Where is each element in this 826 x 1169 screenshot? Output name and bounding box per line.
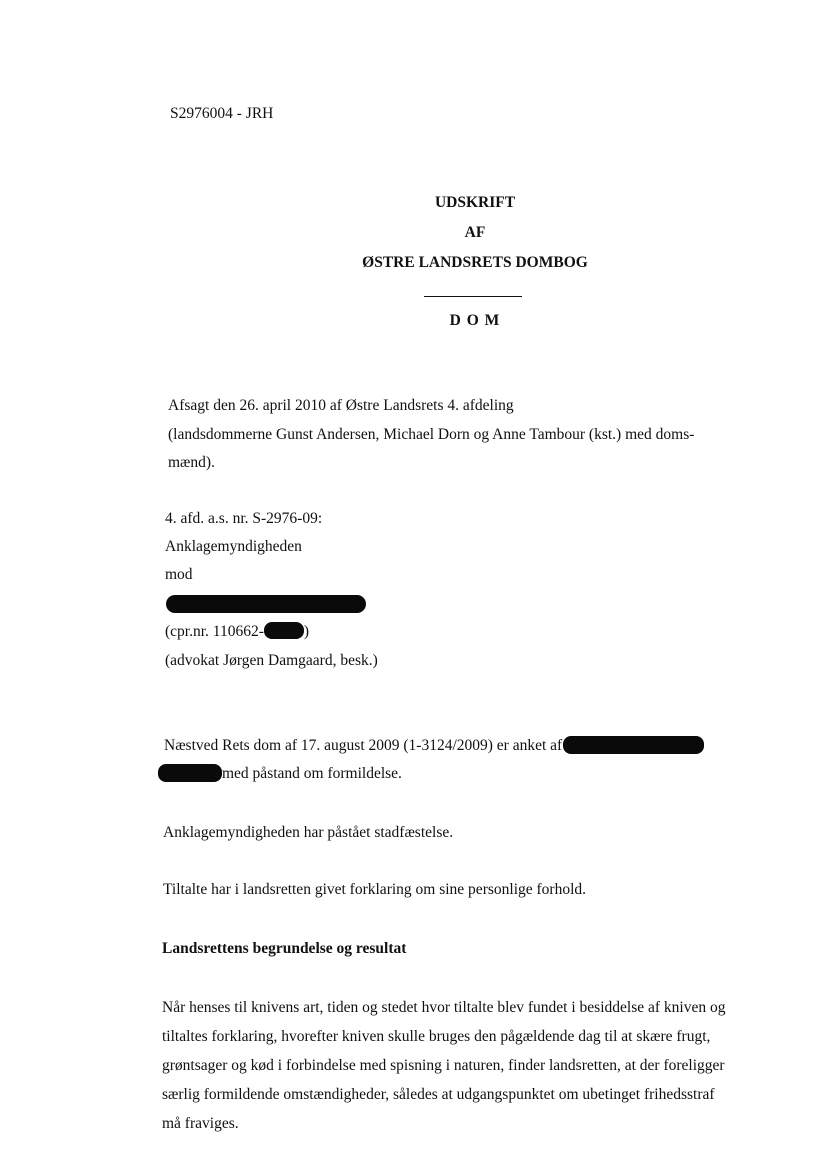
reasoning-line-1: Når henses til knivens art, tiden og stedet hvor tiltalte blev fundet i besiddelse af kniven og xyxy=(162,999,726,1016)
reasoning-line-4: særlig formildende omstændigheder, således at udgangspunktet om ubetinget frihedsstraf xyxy=(162,1086,715,1103)
redacted-appellant-name-cont xyxy=(158,764,222,782)
cpr-line xyxy=(165,624,309,640)
appeal-line-2 xyxy=(158,766,402,782)
appeal-line-1 xyxy=(164,738,704,754)
appeal-text-2: med påstand om formildelse. xyxy=(222,765,402,782)
case-number: 4. afd. a.s. nr. S-2976-09: xyxy=(165,510,323,527)
reasoning-line-2: tiltaltes forklaring, hvorefter kniven skulle bruges den pågældende dag til at skære frugt, xyxy=(162,1028,711,1045)
prosecution-claim: Anklagemyndigheden har påstået stadfæstelse. xyxy=(163,824,454,841)
redacted-cpr-digits xyxy=(264,622,304,639)
prosecutor-name: Anklagemyndigheden xyxy=(165,538,302,555)
versus-label: mod xyxy=(165,566,193,583)
intro-line-2: (landsdommerne Gunst Andersen, Michael Dorn og Anne Tambour (kst.) med doms- xyxy=(168,426,695,443)
cpr-suffix: ) xyxy=(303,623,310,640)
heading-court-record: ØSTRE LANDSRETS DOMBOG xyxy=(362,254,588,271)
intro-line-3: mænd). xyxy=(168,454,215,471)
appeal-text-1: Næstved Rets dom af 17. august 2009 (1-3124/2009) er anket af xyxy=(164,737,563,754)
redacted-appellant-name xyxy=(563,736,704,754)
defence-counsel: (advokat Jørgen Damgaard, besk.) xyxy=(165,652,378,669)
section-title: Landsrettens begrundelse og resultat xyxy=(162,940,407,957)
heading-dom: D O M xyxy=(449,312,501,329)
cpr-prefix: (cpr.nr. 110662- xyxy=(165,623,264,640)
redacted-defendant-name xyxy=(166,595,366,613)
intro-line-1: Afsagt den 26. april 2010 af Østre Landsrets 4. afdeling xyxy=(168,397,514,414)
case-reference: S2976004 - JRH xyxy=(170,105,274,122)
reasoning-line-3: grøntsager og kød i forbindelse med spisning i naturen, finder landsretten, at der foreligger xyxy=(162,1057,725,1074)
heading-divider xyxy=(424,296,522,297)
defendant-statement: Tiltalte har i landsretten givet forklaring om sine personlige forhold. xyxy=(163,881,587,898)
heading-af: AF xyxy=(464,224,486,241)
reasoning-line-5: må fraviges. xyxy=(162,1115,239,1132)
heading-udskrift: UDSKRIFT xyxy=(434,194,516,211)
